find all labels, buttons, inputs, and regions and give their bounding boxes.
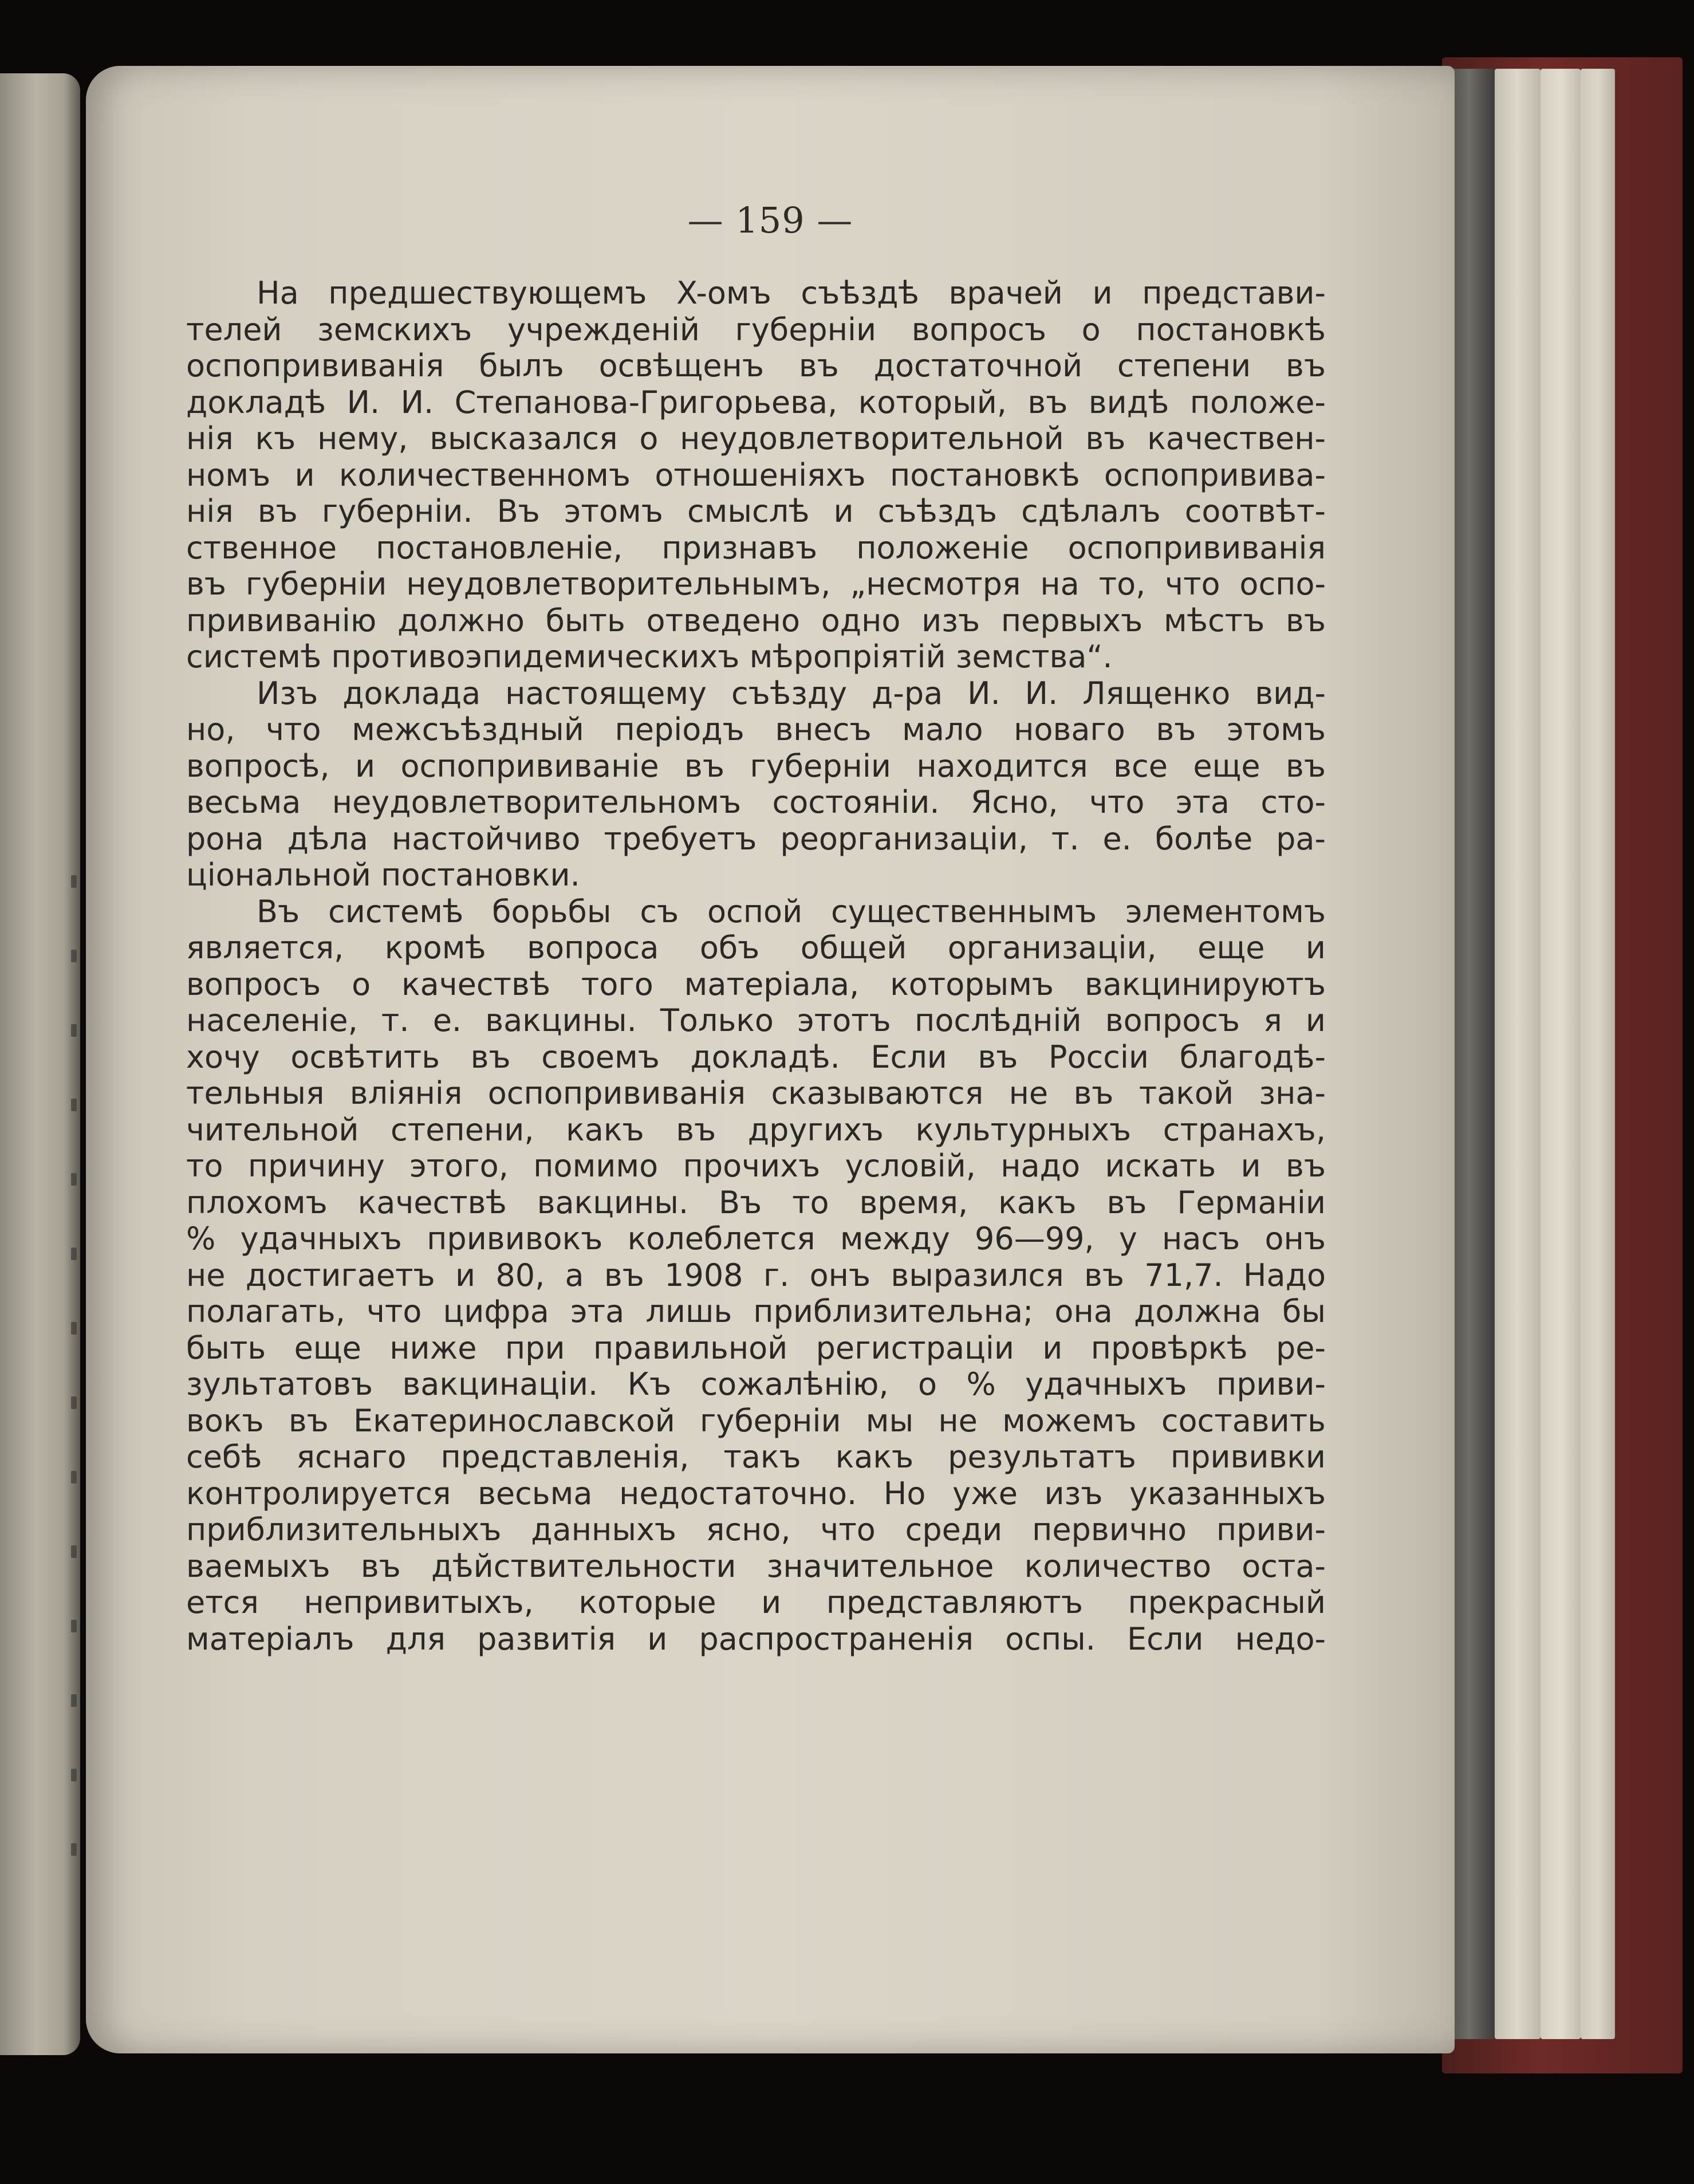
text-line: вокъ въ Екатеринославской губерніи мы не можемъ составить bbox=[186, 1402, 1326, 1439]
previous-page-text-marks bbox=[0, 73, 80, 2055]
text-line: докладѣ И. И. Степанова-Григорьева, который, въ видѣ положе- bbox=[186, 384, 1326, 420]
text-line: вопросъ о качествѣ того матеріала, которымъ вакцинируютъ bbox=[186, 966, 1326, 1002]
page-stack-edge bbox=[1581, 69, 1615, 2039]
paragraph-3 bbox=[186, 894, 1326, 1658]
text-line: себѣ яснаго представленія, такъ какъ результатъ прививки bbox=[186, 1439, 1326, 1475]
text-line: приблизительныхъ данныхъ ясно, что среди первично приви- bbox=[186, 1512, 1326, 1548]
text-line: матеріалъ для развитія и распространенія оспы. Если недо- bbox=[186, 1620, 1326, 1657]
text-line: телей земскихъ учрежденій губерніи вопросъ о постановкѣ bbox=[186, 311, 1326, 348]
text-line: вопросѣ, и оспопрививаніе въ губерніи находится все еще въ bbox=[186, 747, 1326, 784]
previous-page-edge bbox=[0, 73, 80, 2055]
text-line: оспопрививанія былъ освѣщенъ въ достаточной степени въ bbox=[186, 348, 1326, 384]
text-line: ственное постановленіе, признавъ положеніе оспопрививанія bbox=[186, 529, 1326, 566]
text-line: тельныя вліянія оспопрививанія сказываются не въ такой зна- bbox=[186, 1075, 1326, 1111]
text-line: ваемыхъ въ дѣйствительности значительное количество оста- bbox=[186, 1548, 1326, 1584]
page-stack-edge bbox=[1541, 69, 1581, 2039]
text-line: хочу освѣтить въ своемъ докладѣ. Если въ Россіи благодѣ- bbox=[186, 1038, 1326, 1075]
text-line: полагать, что цифра эта лишь приблизительна; она должна бы bbox=[186, 1293, 1326, 1329]
text-line: весьма неудовлетворительномъ состояніи. Ясно, что эта сто- bbox=[186, 784, 1326, 820]
page-stack-edge bbox=[1495, 69, 1541, 2039]
paragraph-2 bbox=[186, 675, 1326, 894]
text-line: въ губерніи неудовлетворительнымъ, „несмотря на то, что оспо- bbox=[186, 566, 1326, 602]
text-line: ется непривитыхъ, которые и представляютъ прекрасный bbox=[186, 1584, 1326, 1620]
text-line: чительной степени, какъ въ другихъ культурныхъ странахъ, bbox=[186, 1111, 1326, 1148]
text-line: населеніе, т. е. вакцины. Только этотъ послѣдній вопросъ я и bbox=[186, 1002, 1326, 1038]
text-line: быть еще ниже при правильной регистраціи и провѣркѣ ре- bbox=[186, 1329, 1326, 1366]
text-line: контролируется весьма недостаточно. Но уже изъ указанныхъ bbox=[186, 1475, 1326, 1512]
text-line: прививанію должно быть отведено одно изъ первыхъ мѣстъ въ bbox=[186, 602, 1326, 639]
text-line: зультатовъ вакцинаціи. Къ сожалѣнію, о % удачныхъ приви- bbox=[186, 1366, 1326, 1402]
text-line: % удачныхъ прививокъ колеблется между 96—99, у насъ онъ bbox=[186, 1221, 1326, 1257]
text-line: рона дѣла настойчиво требуетъ реорганизаціи, т. е. болѣе ра- bbox=[186, 820, 1326, 857]
book-page bbox=[86, 66, 1455, 2053]
page-body bbox=[186, 275, 1326, 1657]
text-line: На предшествующемъ X-омъ съѣздѣ врачей и представи- bbox=[257, 275, 1326, 311]
text-line: плохомъ качествѣ вакцины. Въ то время, какъ въ Германіи bbox=[186, 1184, 1326, 1221]
paragraph-1 bbox=[186, 275, 1326, 675]
text-line: является, кромѣ вопроса объ общей организаціи, еще и bbox=[186, 930, 1326, 966]
text-line: но, что межсъѣздный періодъ внесъ мало новаго въ этомъ bbox=[186, 711, 1326, 747]
text-line: Въ системѣ борьбы съ оспой существеннымъ элементомъ bbox=[257, 893, 1326, 930]
text-line: системѣ противоэпидемическихъ мѣропріятій земства“. bbox=[186, 639, 1113, 675]
text-line: Изъ доклада настоящему съѣзду д-ра И. И. Лященко вид- bbox=[257, 675, 1326, 711]
text-line: ціональной постановки. bbox=[186, 857, 580, 893]
text-line: не достигаетъ и 80, а въ 1908 г. онъ выразился въ 71,7. Надо bbox=[186, 1257, 1326, 1293]
page-number: — 159 — bbox=[687, 199, 853, 241]
text-line: нія въ губерніи. Въ этомъ смыслѣ и съѣздъ сдѣлалъ соотвѣт- bbox=[186, 493, 1326, 529]
text-line: нія къ нему, высказался о неудовлетворительной въ качествен- bbox=[186, 420, 1326, 457]
text-line: номъ и количественномъ отношеніяхъ постановкѣ оспопрививa- bbox=[186, 457, 1326, 493]
text-line: то причину этого, помимо прочихъ условій, надо искать и въ bbox=[186, 1148, 1326, 1184]
